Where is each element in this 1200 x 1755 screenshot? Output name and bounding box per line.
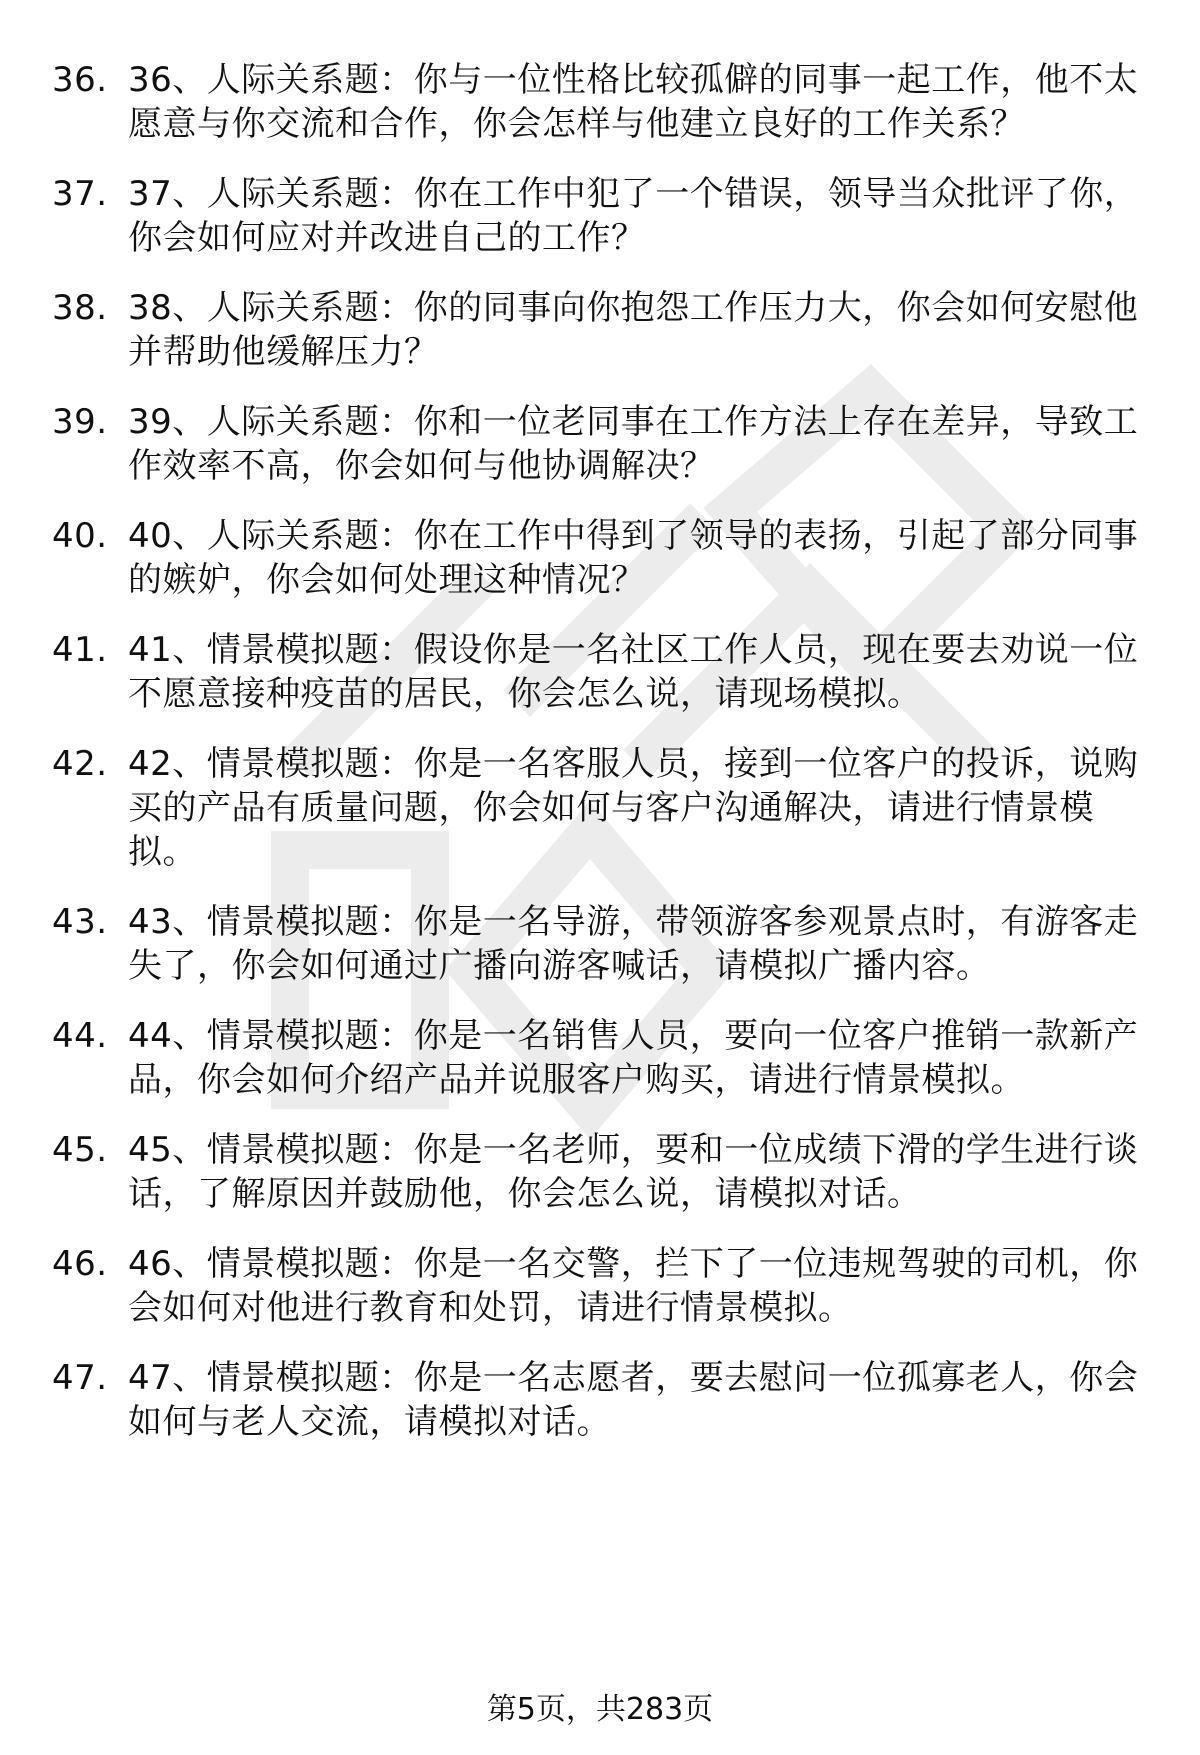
list-item [52,286,1152,374]
list-item [52,1242,1152,1330]
question-text: 40、人际关系题：你在工作中得到了领导的表扬，引起了部分同事的嫉妒，你会如何处理这种情况？ [128,516,1139,600]
question-number: 40. [52,516,108,556]
question-number: 45. [52,1130,108,1170]
list-item [52,900,1152,988]
question-text: 47、情景模拟题：你是一名志愿者，要去慰问一位孤寡老人，你会如何与老人交流，请模拟对话。 [128,1358,1139,1442]
question-number: 47. [52,1358,108,1398]
list-item [52,628,1152,716]
question-text: 46、情景模拟题：你是一名交警，拦下了一位违规驾驶的司机，你会如何对他进行教育和处罚，请进行情景模拟。 [128,1244,1139,1328]
question-text: 36、人际关系题：你与一位性格比较孤僻的同事一起工作，他不太愿意与你交流和合作，你会怎样与他建立良好的工作关系？ [128,60,1139,144]
question-text: 45、情景模拟题：你是一名老师，要和一位成绩下滑的学生进行谈话，了解原因并鼓励他，你会怎么说，请模拟对话。 [128,1130,1139,1214]
question-number: 41. [52,630,108,670]
question-text: 39、人际关系题：你和一位老同事在工作方法上存在差异，导致工作效率不高，你会如何与他协调解决？ [128,402,1139,486]
list-item [52,58,1152,146]
question-text: 44、情景模拟题：你是一名销售人员，要向一位客户推销一款新产品，你会如何介绍产品并说服客户购买，请进行情景模拟。 [128,1016,1139,1100]
list-item [52,1356,1152,1444]
list-item [52,1128,1152,1216]
list-item [52,1014,1152,1102]
question-number: 39. [52,402,108,442]
question-number: 38. [52,288,108,328]
question-list [52,58,1152,1470]
page-footer: 第5页，共283页 [486,1692,714,1727]
question-text: 41、情景模拟题：假设你是一名社区工作人员，现在要去劝说一位不愿意接种疫苗的居民，你会怎么说，请现场模拟。 [128,630,1139,714]
question-text: 38、人际关系题：你的同事向你抱怨工作压力大，你会如何安慰他并帮助他缓解压力？ [128,288,1139,372]
question-number: 44. [52,1016,108,1056]
question-number: 36. [52,60,108,100]
question-text: 43、情景模拟题：你是一名导游，带领游客参观景点时，有游客走失了，你会如何通过广播向游客喊话，请模拟广播内容。 [128,902,1139,986]
list-item [52,514,1152,602]
list-item [52,742,1152,874]
question-number: 46. [52,1244,108,1284]
question-number: 43. [52,902,108,942]
question-text: 42、情景模拟题：你是一名客服人员，接到一位客户的投诉，说购买的产品有质量问题，你会如何与客户沟通解决，请进行情景模拟。 [128,744,1139,872]
question-text: 37、人际关系题：你在工作中犯了一个错误，领导当众批评了你，你会如何应对并改进自己的工作？ [128,174,1139,258]
list-item [52,400,1152,488]
question-number: 37. [52,174,108,214]
question-number: 42. [52,744,108,784]
list-item [52,172,1152,260]
